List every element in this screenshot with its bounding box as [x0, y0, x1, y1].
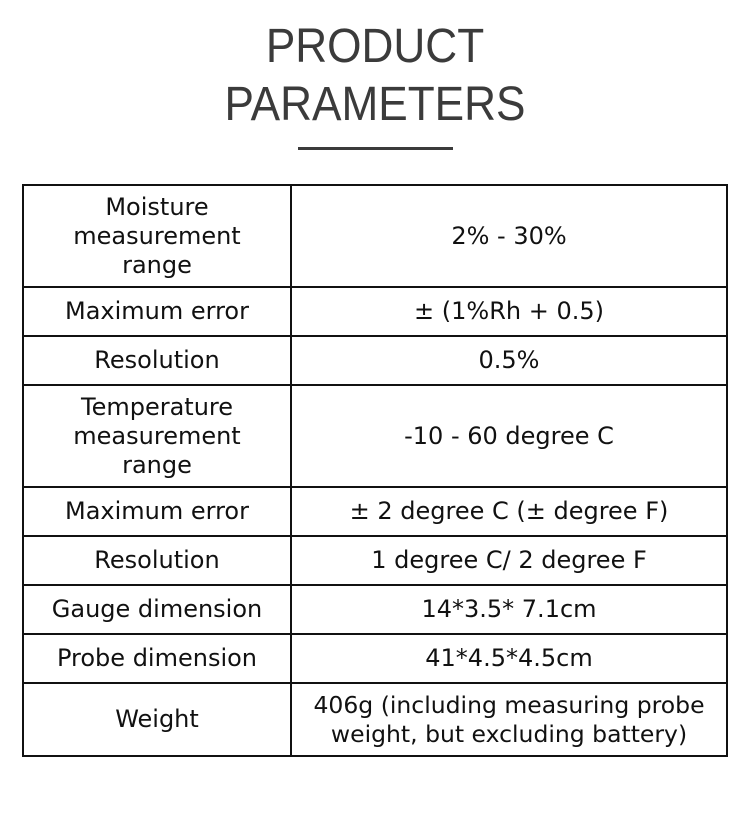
- table-row: [23, 585, 727, 634]
- parameter-label: Gauge dimension: [23, 585, 291, 634]
- table-row: [23, 487, 727, 536]
- table-row: [23, 634, 727, 683]
- table-row: [23, 185, 727, 287]
- parameter-value: 41*4.5*4.5cm: [291, 634, 727, 683]
- table-row: [23, 385, 727, 487]
- parameter-label: Moisture measurement range: [23, 185, 291, 287]
- title-line-2: PARAMETERS: [224, 78, 526, 131]
- parameter-value: ± 2 degree C (± degree F): [291, 487, 727, 536]
- parameter-value: 406g (including measuring probe weight, but excluding battery): [291, 683, 727, 756]
- table-row: [23, 683, 727, 756]
- parameter-label: Weight: [23, 683, 291, 756]
- table-row: [23, 287, 727, 336]
- parameter-value: 1 degree C/ 2 degree F: [291, 536, 727, 585]
- title-line-1: PRODUCT: [265, 20, 485, 73]
- table-row: [23, 536, 727, 585]
- parameter-value: 2% - 30%: [291, 185, 727, 287]
- parameter-label: Temperature measurement range: [23, 385, 291, 487]
- parameter-label: Maximum error: [23, 287, 291, 336]
- parameter-value: -10 - 60 degree C: [291, 385, 727, 487]
- parameters-table: [22, 184, 728, 757]
- parameter-value: 0.5%: [291, 336, 727, 385]
- table-row: [23, 336, 727, 385]
- parameter-label: Maximum error: [23, 487, 291, 536]
- parameter-label: Resolution: [23, 336, 291, 385]
- parameter-label: Resolution: [23, 536, 291, 585]
- title-underline-divider: [298, 147, 453, 150]
- parameter-value: ± (1%Rh + 0.5): [291, 287, 727, 336]
- parameter-value: 14*3.5* 7.1cm: [291, 585, 727, 634]
- parameter-label: Probe dimension: [23, 634, 291, 683]
- page-title: [0, 18, 750, 134]
